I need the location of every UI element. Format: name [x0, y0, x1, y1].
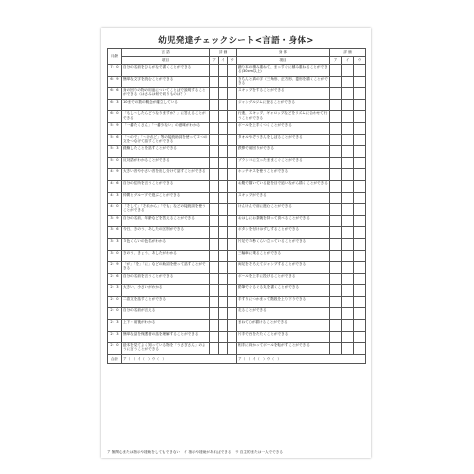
checkbox-i-2[interactable]: [342, 146, 354, 158]
language-item: 今日、きのう、あしたの区別ができる: [122, 227, 210, 239]
checkbox-a-2[interactable]: [330, 308, 342, 320]
body-item: 手すりにつかまって階段を上り下りできる: [237, 296, 330, 308]
header-body: 身 体: [237, 49, 330, 57]
checkbox-u-2[interactable]: [354, 331, 366, 343]
checkbox-a-2[interactable]: [330, 180, 342, 192]
checkbox-u-2[interactable]: [354, 169, 366, 181]
header-language: 言 語: [122, 49, 210, 57]
checkbox-a-2[interactable]: [330, 88, 342, 100]
checkbox-u-2[interactable]: [354, 88, 366, 100]
checkbox-u-2[interactable]: [354, 134, 366, 146]
checkbox-u-2[interactable]: [354, 308, 366, 320]
checkbox-a[interactable]: [210, 331, 219, 343]
checkbox-u-2[interactable]: [354, 238, 366, 250]
table-row: [108, 76, 366, 88]
checkbox-u-2[interactable]: [354, 76, 366, 88]
checkbox-i[interactable]: [219, 320, 228, 332]
checkbox-u[interactable]: [228, 204, 237, 216]
row-age: 4：6: [108, 180, 122, 192]
row-age: 5：6: [108, 134, 122, 146]
body-item: ジャングルジムに登ることができる: [237, 99, 330, 111]
table-row: [108, 285, 366, 297]
row-age: 6：6: [108, 88, 122, 100]
checkbox-i-2[interactable]: [342, 331, 354, 343]
checkbox-a[interactable]: [210, 285, 219, 297]
checkbox-u[interactable]: [228, 262, 237, 274]
checkbox-u-2[interactable]: [354, 215, 366, 227]
checkbox-a-2[interactable]: [330, 320, 342, 332]
language-item: 二語文を話すことができる: [122, 296, 210, 308]
row-age: 5：9: [108, 122, 122, 134]
language-item: 自分の名前をひらがなで書くことができる: [122, 65, 210, 77]
checkbox-i[interactable]: [219, 76, 228, 88]
checkbox-i[interactable]: [219, 192, 228, 204]
table-row: [108, 169, 366, 181]
legend-footer: ア 無関心または指示や援助をしてもできない イ 指示や援助があればできる ウ 自主的または一人でできる: [107, 450, 283, 454]
row-age: 4：9: [108, 169, 122, 181]
checkbox-u[interactable]: [228, 343, 237, 355]
checkbox-a-2[interactable]: [330, 157, 342, 169]
checkbox-i[interactable]: [219, 146, 228, 158]
total-body: ア（ ）イ（ ）ウ（ ）: [237, 354, 366, 363]
body-item: おはしにお茶碗を持って食べることができる: [237, 215, 330, 227]
language-item: 絵本を見てよく知っている物を「うさぎさん」のように言うことができる: [122, 343, 210, 355]
checkbox-a-2[interactable]: [330, 169, 342, 181]
table-row: [108, 331, 366, 343]
checkbox-u-2[interactable]: [354, 122, 366, 134]
row-age: 2：3: [108, 285, 122, 297]
checkbox-u-2[interactable]: [354, 296, 366, 308]
row-age: 4：0: [108, 204, 122, 216]
checkbox-a-2[interactable]: [330, 262, 342, 274]
checkbox-i-2[interactable]: [342, 204, 354, 216]
checkbox-i[interactable]: [219, 296, 228, 308]
body-item: 鉄棒で前回りができる: [237, 146, 330, 158]
checkbox-i[interactable]: [219, 180, 228, 192]
checkbox-u-2[interactable]: [354, 192, 366, 204]
checkbox-i-2[interactable]: [342, 134, 354, 146]
checkbox-a-2[interactable]: [330, 343, 342, 355]
checkbox-u-2[interactable]: [354, 180, 366, 192]
checkbox-a[interactable]: [210, 146, 219, 158]
body-item: 行進、スキップ、ギャロップなどをリズムに合わせて行うことができる: [237, 111, 330, 123]
body-item: お腹で描いている絵を目で追いながら描くことができる: [237, 180, 330, 192]
checkbox-i-2[interactable]: [342, 157, 354, 169]
checkbox-i-2[interactable]: [342, 65, 354, 77]
checkbox-a[interactable]: [210, 250, 219, 262]
table-row: [108, 227, 366, 239]
total-language: ア（ ）イ（ ）ウ（ ）: [122, 354, 237, 363]
row-age: 2：0: [108, 296, 122, 308]
check-table: [107, 48, 366, 364]
checkbox-a[interactable]: [210, 169, 219, 181]
header-u: ウ: [228, 57, 237, 65]
checkbox-u-2[interactable]: [354, 343, 366, 355]
body-item: 走ることができる: [237, 308, 330, 320]
checkbox-u-2[interactable]: [354, 250, 366, 262]
checkbox-u[interactable]: [228, 134, 237, 146]
checkbox-u[interactable]: [228, 192, 237, 204]
checkbox-a-2[interactable]: [330, 76, 342, 88]
checkbox-u[interactable]: [228, 111, 237, 123]
checkbox-i[interactable]: [219, 308, 228, 320]
checkbox-u[interactable]: [228, 238, 237, 250]
checkbox-i-2[interactable]: [342, 99, 354, 111]
checkbox-i[interactable]: [219, 111, 228, 123]
body-item: きちんと真の字（三角形、正方形、菱形を描くことができる: [237, 76, 330, 88]
checkbox-u-2[interactable]: [354, 146, 366, 158]
checkbox-u-2[interactable]: [354, 111, 366, 123]
body-item: スキップをすることができる: [237, 88, 330, 100]
checkbox-i-2[interactable]: [342, 192, 354, 204]
checkbox-a[interactable]: [210, 180, 219, 192]
body-item: タオルやぞうきんをしぼることができる: [237, 134, 330, 146]
checkbox-u[interactable]: [228, 273, 237, 285]
checkbox-a[interactable]: [210, 157, 219, 169]
checkbox-a-2[interactable]: [330, 215, 342, 227]
checkbox-a[interactable]: [210, 296, 219, 308]
checkbox-i-2[interactable]: [342, 76, 354, 88]
checkbox-i-2[interactable]: [342, 169, 354, 181]
checkbox-u-2[interactable]: [354, 320, 366, 332]
checkbox-u[interactable]: [228, 122, 237, 134]
checkbox-i-2[interactable]: [342, 215, 354, 227]
checkbox-u[interactable]: [228, 169, 237, 181]
checkbox-a-2[interactable]: [330, 227, 342, 239]
checkbox-i[interactable]: [219, 134, 228, 146]
language-item: 自分の名前を言うことができる: [122, 273, 210, 285]
checkbox-u-2[interactable]: [354, 99, 366, 111]
checkbox-i[interactable]: [219, 157, 228, 169]
table-row: [108, 238, 366, 250]
checkbox-u[interactable]: [228, 88, 237, 100]
checkbox-a-2[interactable]: [330, 204, 342, 216]
language-item: 「が」「を」「に」などの助詞を使って話すことができる: [122, 262, 210, 274]
checkbox-a[interactable]: [210, 192, 219, 204]
header-eval-2: 評 価: [330, 49, 366, 57]
header-u-2: ウ: [354, 57, 366, 65]
body-item: 片手で台をたたくことができる: [237, 331, 330, 343]
header-age: 月齢: [108, 49, 122, 65]
checkbox-u[interactable]: [228, 76, 237, 88]
table-row: [108, 250, 366, 262]
language-item: 上下・前後がわかる: [122, 320, 210, 332]
table-row: [108, 65, 366, 77]
checkbox-a-2[interactable]: [330, 250, 342, 262]
row-age: 5：0: [108, 157, 122, 169]
total-row: [108, 354, 366, 363]
checkbox-a-2[interactable]: [330, 65, 342, 77]
checkbox-a-2[interactable]: [330, 134, 342, 146]
body-item: ブランコに立ったままこぐことができる: [237, 157, 330, 169]
checkbox-i[interactable]: [219, 204, 228, 216]
language-item: 「そして」「それから」「でも」などの接続詞を使うことができる: [122, 204, 210, 216]
table-row: [108, 146, 366, 158]
checkbox-i-2[interactable]: [342, 273, 354, 285]
checkbox-i-2[interactable]: [342, 238, 354, 250]
checkbox-u[interactable]: [228, 215, 237, 227]
checkbox-u[interactable]: [228, 157, 237, 169]
table-row: [108, 134, 366, 146]
checkbox-a-2[interactable]: [330, 273, 342, 285]
header-i: イ: [219, 57, 228, 65]
language-item: 簡単な文字を読むことができる: [122, 76, 210, 88]
language-item: 仲間とグループで遊ぶことができる: [122, 192, 210, 204]
checkbox-i-2[interactable]: [342, 320, 354, 332]
checkbox-a[interactable]: [210, 273, 219, 285]
checkbox-i-2[interactable]: [342, 111, 354, 123]
row-age: 2：3: [108, 320, 122, 332]
checkbox-u[interactable]: [228, 250, 237, 262]
row-age: 2：6: [108, 273, 122, 285]
table-body: [108, 65, 366, 355]
body-item: 三輪車に乗ることができる: [237, 250, 330, 262]
table-row: [108, 99, 366, 111]
language-item: 大きい、小さいがわかる: [122, 285, 210, 297]
language-item: 自分の名前が言える: [122, 308, 210, 320]
table-row: [108, 204, 366, 216]
table-row: [108, 111, 366, 123]
checkbox-u-2[interactable]: [354, 204, 366, 216]
language-item: 「一番たくさん」「一番少ない」の意味がわかる: [122, 122, 210, 134]
table-row: [108, 122, 366, 134]
checkbox-a[interactable]: [210, 204, 219, 216]
checkbox-a[interactable]: [210, 238, 219, 250]
checkbox-u[interactable]: [228, 320, 237, 332]
checkbox-i[interactable]: [219, 122, 228, 134]
table-row: [108, 157, 366, 169]
checkbox-i[interactable]: [219, 65, 228, 77]
checkbox-i[interactable]: [219, 99, 228, 111]
checkbox-u-2[interactable]: [354, 273, 366, 285]
body-item: ボールを上手に投げることができる: [237, 273, 330, 285]
checkbox-i-2[interactable]: [342, 227, 354, 239]
body-item: けんけんで前に進むことができる: [237, 204, 330, 216]
language-item: きのう、きょう、あしたがわかる: [122, 250, 210, 262]
checkbox-i[interactable]: [219, 88, 228, 100]
checkbox-i-2[interactable]: [342, 308, 354, 320]
checkbox-a[interactable]: [210, 343, 219, 355]
language-item: 身の回りの物の用途についてことばで説明することができる（はさみは何で切りものは？）: [122, 88, 210, 100]
checkbox-i[interactable]: [219, 238, 228, 250]
check-sheet: [101, 28, 371, 458]
row-age: 3：0: [108, 250, 122, 262]
checkbox-i-2[interactable]: [342, 88, 354, 100]
checkbox-a[interactable]: [210, 76, 219, 88]
checkbox-i[interactable]: [219, 215, 228, 227]
table-row: [108, 343, 366, 355]
checkbox-a-2[interactable]: [330, 111, 342, 123]
checkbox-i[interactable]: [219, 343, 228, 355]
language-item: ５色くらいの色名がわかる: [122, 238, 210, 250]
checkbox-a-2[interactable]: [330, 99, 342, 111]
checkbox-i[interactable]: [219, 227, 228, 239]
checkbox-u[interactable]: [228, 180, 237, 192]
checkbox-i-2[interactable]: [342, 285, 354, 297]
language-item: 自分の名前、年齢などを答えることができる: [122, 215, 210, 227]
checkbox-i[interactable]: [219, 331, 228, 343]
table-row: [108, 192, 366, 204]
checkbox-u-2[interactable]: [354, 227, 366, 239]
checkbox-u[interactable]: [228, 227, 237, 239]
checkbox-u[interactable]: [228, 296, 237, 308]
checkbox-a[interactable]: [210, 99, 219, 111]
table-row: [108, 296, 366, 308]
checkbox-a[interactable]: [210, 88, 219, 100]
row-age: 3：3: [108, 238, 122, 250]
language-item: 簡単な話を保護者の話を理解することができる: [122, 331, 210, 343]
checkbox-u-2[interactable]: [354, 65, 366, 77]
checkbox-u[interactable]: [228, 146, 237, 158]
row-age: 5：3: [108, 146, 122, 158]
checkbox-a-2[interactable]: [330, 331, 342, 343]
checkbox-a-2[interactable]: [330, 146, 342, 158]
checkbox-i-2[interactable]: [342, 122, 354, 134]
checkbox-a[interactable]: [210, 262, 219, 274]
header-item: 項目: [122, 57, 210, 65]
checkbox-a[interactable]: [210, 227, 219, 239]
row-age: 3：9: [108, 215, 122, 227]
checkbox-a[interactable]: [210, 111, 219, 123]
language-item: 「～ので」「～けれど」等の接続助詞を使って２つの文をつなげて話すことができる: [122, 134, 210, 146]
body-item: ボールを上手くつくことができる: [237, 122, 330, 134]
checkbox-a-2[interactable]: [330, 238, 342, 250]
table-row: [108, 180, 366, 192]
body-item: 相手に向かってボールを転がすことができる: [237, 343, 330, 355]
row-age: 6：0: [108, 111, 122, 123]
header-item-2: 項目: [237, 57, 330, 65]
language-item: 自分の住所を言うことができる: [122, 180, 210, 192]
checkbox-i[interactable]: [219, 169, 228, 181]
row-age: 4：3: [108, 192, 122, 204]
row-age: 6：3: [108, 99, 122, 111]
row-age: 2：0: [108, 343, 122, 355]
language-item: 反対語がわかることができる: [122, 157, 210, 169]
body-item: ホッチキスを使うことができる: [237, 169, 330, 181]
total-label: 合計: [108, 354, 122, 363]
checkbox-a-2[interactable]: [330, 122, 342, 134]
body-item: まねて○が描けることができる: [237, 320, 330, 332]
checkbox-a[interactable]: [210, 65, 219, 77]
row-age: 2：9: [108, 262, 122, 274]
checkbox-i[interactable]: [219, 250, 228, 262]
checkbox-i-2[interactable]: [342, 343, 354, 355]
row-age: 3：6: [108, 227, 122, 239]
table-row: [108, 308, 366, 320]
language-item: 経験したことを話すことができる: [122, 146, 210, 158]
language-item: 「もし～したらどうなりますか？」に答えることができる: [122, 111, 210, 123]
checkbox-u[interactable]: [228, 99, 237, 111]
checkbox-a-2[interactable]: [330, 296, 342, 308]
checkbox-u[interactable]: [228, 331, 237, 343]
body-item: 踊り本の積み重ねて、まっすぐに積み重ねることができる(30cm以上): [237, 65, 330, 77]
body-item: 両足をそろえてジャンプすることができる: [237, 262, 330, 274]
language-item: 10までの数の概念が確立している: [122, 99, 210, 111]
checkbox-u-2[interactable]: [354, 262, 366, 274]
row-age: 7：0: [108, 65, 122, 77]
table-row: [108, 320, 366, 332]
checkbox-i[interactable]: [219, 262, 228, 274]
checkbox-u[interactable]: [228, 308, 237, 320]
checkbox-a-2[interactable]: [330, 285, 342, 297]
body-item: ボタンを付けはずしすることができる: [237, 227, 330, 239]
sheet-title: 幼児発達チェックシート<言語・身体>: [158, 36, 314, 46]
header-i-2: イ: [342, 57, 354, 65]
checkbox-i-2[interactable]: [342, 180, 354, 192]
body-item: スキップができる: [237, 192, 330, 204]
checkbox-a-2[interactable]: [330, 192, 342, 204]
table-row: [108, 262, 366, 274]
header-eval: 評 価: [210, 49, 237, 57]
body-item: 片足で５秒くらい立っていることができる: [237, 238, 330, 250]
checkbox-u[interactable]: [228, 65, 237, 77]
checkbox-i-2[interactable]: [342, 262, 354, 274]
checkbox-i-2[interactable]: [342, 296, 354, 308]
header-a: ア: [210, 57, 219, 65]
checkbox-u[interactable]: [228, 285, 237, 297]
checkbox-u-2[interactable]: [354, 285, 366, 297]
checkbox-a[interactable]: [210, 134, 219, 146]
language-item: 大きい音や小さい音を出し分けて話すことができる: [122, 169, 210, 181]
checkbox-a[interactable]: [210, 215, 219, 227]
checkbox-a[interactable]: [210, 122, 219, 134]
checkbox-u-2[interactable]: [354, 157, 366, 169]
checkbox-a[interactable]: [210, 308, 219, 320]
table-row: [108, 88, 366, 100]
checkbox-i[interactable]: [219, 273, 228, 285]
checkbox-i[interactable]: [219, 285, 228, 297]
row-age: 6：9: [108, 76, 122, 88]
table-row: [108, 215, 366, 227]
body-item: 鉛筆でぐるぐる丸を書くことができる: [237, 285, 330, 297]
table-row: [108, 273, 366, 285]
header-a-2: ア: [330, 57, 342, 65]
row-age: 2：0: [108, 308, 122, 320]
checkbox-a[interactable]: [210, 320, 219, 332]
checkbox-i-2[interactable]: [342, 250, 354, 262]
row-age: 2：3: [108, 331, 122, 343]
